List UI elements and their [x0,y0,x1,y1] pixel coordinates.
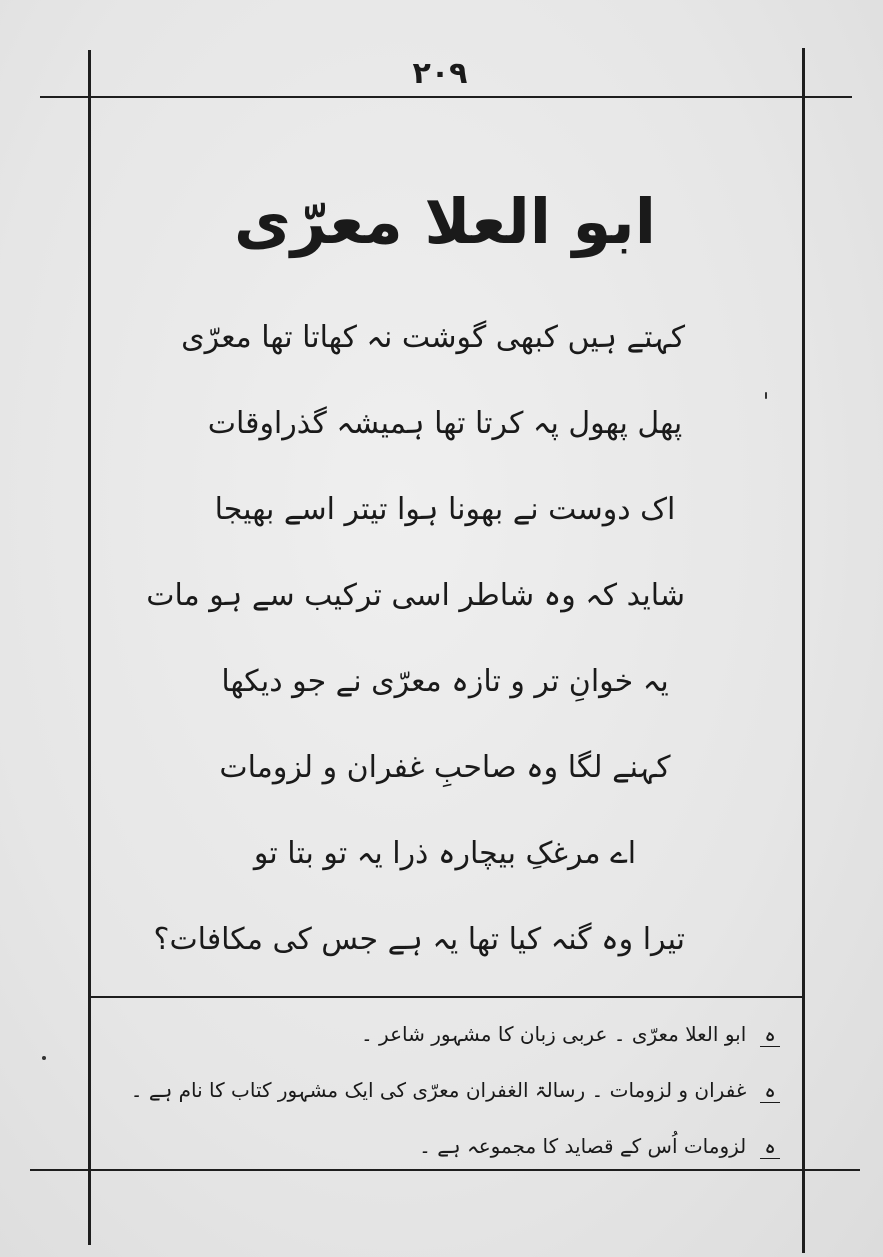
ink-speck [42,1056,46,1060]
footnote [160,1134,780,1159]
verse-line: یہ خوانِ تر و تازہ معرّی نے جو دیکھا [221,664,669,699]
footnote [130,1078,780,1103]
top-rule [40,96,852,98]
page-number: ۲۰۹ [412,56,468,91]
footnote-marker: ہ [760,1134,780,1159]
verse-line: شاید کہ وہ شاطر اسی ترکیب سے ہو مات [146,578,685,613]
footnote-text: غفران و لزومات ۔ رسالۃ الغفران معرّی کی ایک مشہور کتاب کا نام ہے ۔ [130,1078,747,1102]
right-border-line [802,48,805,1253]
footnote-text: لزومات اُس کے قصاید کا مجموعہ ہے ۔ [419,1134,747,1158]
poem-title: ابو العلا معرّی [234,185,656,258]
verse-line: اے مرغکِ بیچارہ ذرا یہ تو بتا تو [253,836,637,871]
footnote-separator-rule [88,996,802,998]
footnote-text: ابو العلا معرّی ۔ عربی زبان کا مشہور شاعر ۔ [360,1022,747,1046]
verse-line: کہتے ہیں کبھی گوشت نہ کھاتا تھا معرّی [181,320,685,355]
ink-speck [765,392,767,399]
verse-line: پھل پھول پہ کرتا تھا ہمیشہ گذراوقات [207,406,683,441]
footnote-marker: ہ [760,1078,780,1103]
bottom-rule [30,1169,860,1171]
left-border-line [88,50,91,1245]
footnote [160,1022,780,1047]
verse-line: اک دوست نے بھونا ہوا تیتر اسے بھیجا [214,492,676,527]
verse-line: کہنے لگا وہ صاحبِ غفران و لزومات [219,750,671,785]
verse-line: تیرا وہ گنہ کیا تھا یہ ہے جس کی مکافات؟ [153,922,685,957]
footnote-marker: ہ [760,1022,780,1047]
